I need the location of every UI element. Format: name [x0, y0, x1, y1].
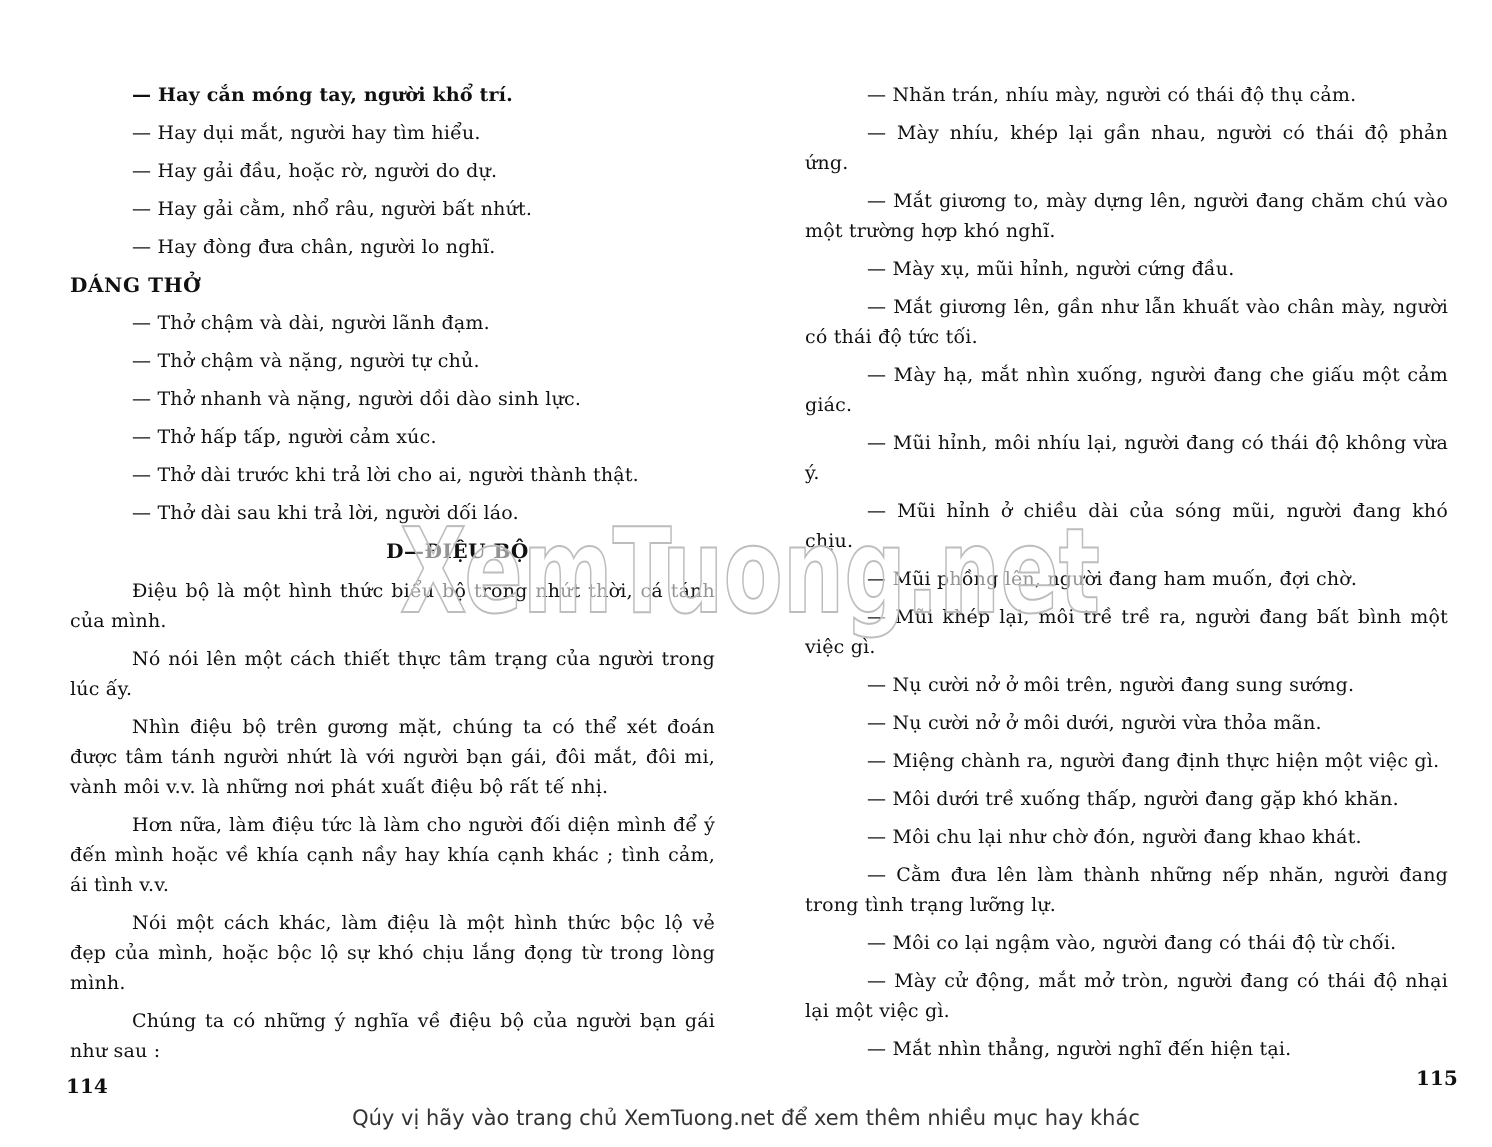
- list-item: — Thở dài trước khi trả lời cho ai, người thành thật.: [132, 464, 639, 486]
- list-item: — Môi chu lại như chờ đón, người đang khao khát.: [867, 826, 1362, 848]
- section-title: D—ĐIỆU BỘ: [386, 539, 529, 563]
- list-item: — Mày hạ, mắt nhìn xuống, người đang che giấu một cảm giác.: [805, 364, 1448, 416]
- body-paragraph: Chúng ta có những ý nghĩa về điệu bộ của người bạn gái như sau :: [70, 1010, 715, 1062]
- list-item: — Mày cử động, mắt mở tròn, người đang có thái độ nhại lại một việc gì.: [805, 970, 1448, 1022]
- list-item: — Thở chậm và dài, người lãnh đạm.: [132, 312, 490, 334]
- list-item: — Mắt giương to, mày dựng lên, người đang chăm chú vào một trường hợp khó nghĩ.: [805, 190, 1448, 242]
- page-number-left: 114: [66, 1074, 108, 1098]
- list-item: — Miệng chành ra, người đang định thực hiện một việc gì.: [867, 750, 1440, 772]
- footer-caption: Qúy vị hãy vào trang chủ XemTuong.net để xem thêm nhiều mục hay khác: [352, 1106, 1140, 1130]
- list-item: — Thở chậm và nặng, người tự chủ.: [132, 350, 480, 372]
- body-paragraph: Nó nói lên một cách thiết thực tâm trạng của người trong lúc ấy.: [70, 648, 715, 700]
- page-number-right: 115: [1416, 1066, 1458, 1090]
- list-item: — Mày xụ, mũi hỉnh, người cứng đầu.: [867, 258, 1235, 280]
- body-paragraph: Nói một cách khác, làm điệu là một hình thức bộc lộ vẻ đẹp của mình, hoặc bộc lộ sự khó chịu lắng đọng từ trong lòng mình.: [70, 912, 715, 994]
- list-item: — Hay dụi mắt, người hay tìm hiểu.: [132, 122, 481, 144]
- list-item: — Thở hấp tấp, người cảm xúc.: [132, 426, 437, 448]
- list-item: — Hay đòng đưa chân, người lo nghĩ.: [132, 236, 496, 258]
- list-item: — Mũi hỉnh ở chiều dài của sóng mũi, người đang khó chịu.: [805, 500, 1448, 552]
- list-item: — Nụ cười nở ở môi dưới, người vừa thỏa mãn.: [867, 712, 1322, 734]
- list-item: — Thở dài sau khi trả lời, người dối láo.: [132, 502, 519, 524]
- list-item: — Thở nhanh và nặng, người dồi dào sinh lực.: [132, 388, 582, 410]
- body-paragraph: Nhìn điệu bộ trên gương mặt, chúng ta có thể xét đoán được tâm tánh người nhứt là với người bạn gái, đôi mắt, đôi mi, vành môi v.v. là những nơi phát xuất điệu bộ rất tế nhị.: [70, 716, 715, 798]
- right-page: [805, 80, 1448, 1072]
- list-item: — Mắt giương lên, gần như lẫn khuất vào chân mày, người có thái độ tức tối.: [805, 296, 1448, 348]
- list-item: — Hay gải cằm, nhổ râu, người bất nhứt.: [132, 198, 533, 220]
- list-item: — Cằm đưa lên làm thành những nếp nhăn, người đang trong tình trạng lưỡng lự.: [805, 864, 1448, 916]
- list-item: — Mắt nhìn thẳng, người nghĩ đến hiện tại.: [867, 1038, 1292, 1060]
- list-item: — Nụ cười nở ở môi trên, người đang sung sướng.: [867, 674, 1355, 696]
- list-item: — Hay gải đầu, hoặc rờ, người do dự.: [132, 160, 498, 182]
- left-page: [70, 80, 715, 1074]
- list-item: — Môi dưới trề xuống thấp, người đang gặp khó khăn.: [867, 788, 1399, 810]
- list-item: — Mũi phồng lên, người đang ham muốn, đợi chờ.: [867, 568, 1358, 590]
- list-item: — Mày nhíu, khép lại gần nhau, người có thái độ phản ứng.: [805, 122, 1448, 174]
- body-paragraph: Hơn nữa, làm điệu tức là làm cho người đối diện mình để ý đến mình hoặc về khía cạnh nầy hay khía cạnh khác ; tình cảm, ái tình v.v.: [70, 814, 715, 896]
- section-heading: DÁNG THỞ: [70, 273, 202, 297]
- list-item: — Hay cắn móng tay, người khổ trí.: [132, 84, 513, 106]
- body-paragraph: Điệu bộ là một hình thức biểu bộ trong nhứt thời, cá tánh của mình.: [70, 580, 715, 632]
- list-item: — Nhăn trán, nhíu mày, người có thái độ thụ cảm.: [867, 84, 1357, 106]
- list-item: — Mũi hỉnh, môi nhíu lại, người đang có thái độ không vừa ý.: [805, 432, 1448, 484]
- list-item: — Mũi khép lại, môi trề trề ra, người đang bất bình một việc gì.: [805, 606, 1448, 658]
- list-item: — Môi co lại ngậm vào, người đang có thái độ từ chối.: [867, 932, 1397, 954]
- svg-text:XemTuong.net: XemTuong.net: [400, 502, 1100, 640]
